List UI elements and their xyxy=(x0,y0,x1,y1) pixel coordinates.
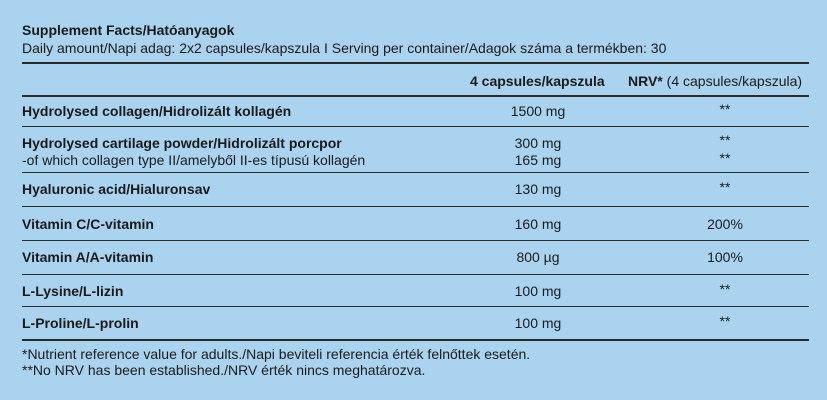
divider xyxy=(22,172,809,173)
ingredient-amount: 100 mg xyxy=(514,283,562,299)
ingredient-name: Vitamin A/A-vitamin xyxy=(22,249,154,265)
ingredient-name: Vitamin C/C-vitamin xyxy=(22,216,154,232)
ingredient-amount: 1500 mg xyxy=(510,103,566,119)
nrv-label-detail: (4 capsules/kapszula) xyxy=(662,73,803,89)
ingredient-amount: 165 mg xyxy=(514,152,562,168)
ingredient-nrv: ** xyxy=(719,132,731,148)
ingredient-nrv: ** xyxy=(719,281,731,297)
ingredient-nrv: ** xyxy=(719,313,731,329)
divider xyxy=(22,206,809,207)
ingredient-name: Hydrolysed cartilage powder/Hidrolizált porcpor xyxy=(22,135,342,151)
divider xyxy=(22,95,809,97)
divider xyxy=(22,306,809,307)
column-header-amount: 4 capsules/kapszula xyxy=(470,73,605,89)
footnote-nrv: *Nutrient reference value for adults./Napi beviteli referencia érték felnőttek esetén. xyxy=(22,346,531,362)
nrv-label: NRV* xyxy=(628,73,663,89)
ingredient-amount: 300 mg xyxy=(514,135,562,151)
ingredient-amount: 160 mg xyxy=(514,216,562,232)
ingredient-nrv: ** xyxy=(719,150,731,166)
ingredient-name: L-Proline/L-prolin xyxy=(22,315,139,331)
divider xyxy=(22,339,809,341)
footnote-no-nrv: **No NRV has been established./NRV érték nincs meghatározva. xyxy=(22,362,426,378)
ingredient-nrv: ** xyxy=(719,179,731,195)
divider xyxy=(22,62,809,64)
ingredient-amount: 100 mg xyxy=(514,315,562,331)
divider xyxy=(22,126,809,127)
ingredient-subname: -of which collagen type II/amelyből II-es típusú kollagén xyxy=(22,152,366,168)
ingredient-name: Hyaluronic acid/Hialuronsav xyxy=(22,181,211,197)
column-header-nrv xyxy=(628,73,802,89)
ingredient-amount: 130 mg xyxy=(514,181,562,197)
ingredient-amount: 800 µg xyxy=(516,249,560,265)
divider xyxy=(22,240,809,241)
ingredient-name: Hydrolysed collagen/Hidrolizált kollagén xyxy=(22,103,292,119)
ingredient-nrv: ** xyxy=(719,101,731,117)
panel-title: Supplement Facts/Hatóanyagok xyxy=(22,22,235,38)
ingredient-name: L-Lysine/L-lizin xyxy=(22,283,124,299)
ingredient-nrv: 100% xyxy=(707,249,743,265)
serving-info: Daily amount/Napi adag: 2x2 capsules/kapszula I Serving per container/Adagok száma a termékben: 30 xyxy=(22,40,667,56)
ingredient-nrv: 200% xyxy=(707,216,743,232)
divider xyxy=(22,274,809,275)
